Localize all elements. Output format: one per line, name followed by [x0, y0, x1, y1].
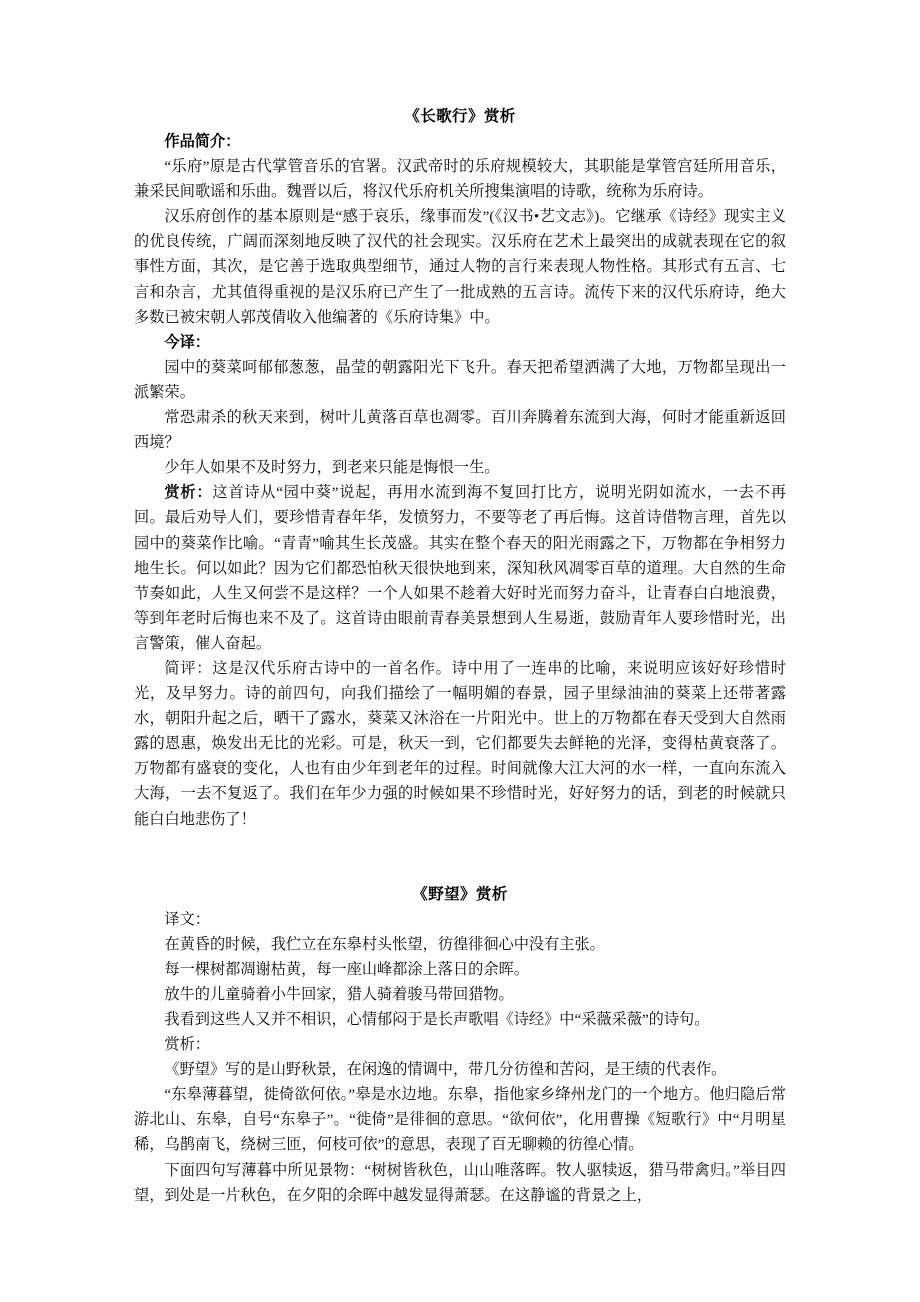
yiwen-line-3: 放牛的儿童骑着小牛回家，猎人骑着骏马带回猎物。	[164, 985, 514, 1003]
yiwen-line-1: 在黄昏的时候，我伫立在东皋村头怅望，彷徨徘徊心中没有主张。	[164, 935, 605, 953]
paragraph-shangxi-changgexing	[134, 480, 786, 656]
label-jinyi: 今译：	[164, 333, 210, 351]
label-shangxi-inline: 赏析：	[164, 484, 213, 502]
section-title-yewang: 《野望》赏析	[412, 885, 508, 903]
document-content	[134, 104, 786, 1208]
shangxi-intro-yewang: 《野望》写的是山野秋景，在闲逸的情调中，带几分彷徨和苦闷，是王绩的代表作。	[164, 1061, 727, 1079]
label-shangxi-yewang: 赏析：	[164, 1036, 210, 1054]
paragraph-translation-1: 园中的葵菜呵郁郁葱葱，晶莹的朝露阳光下飞升。春天把希望洒满了大地，万物都呈现出一派繁荣。	[134, 358, 786, 401]
paragraph-hanyuefu-principle: 汉乐府创作的基本原则是“感于哀乐，缘事而发”(《汉书•艺文志》)。它继承《诗经》现实主义的优良传统，广阔而深刻地反映了汉代的社会现实。汉乐府在艺术上最突出的成就表现在它的叙事性方面，其次，是它善于选取典型细节，通过人物的言行来表现人物性格。其形式有五言、七言和杂言，尤其值得重视的是汉乐府已产生了一批成熟的五言诗。流传下来的汉代乐府诗，绝大多数已被宋朝人郭茂倩收入他编著的《乐府诗集》中。	[134, 208, 786, 326]
paragraph-shangxi-body: 这首诗从“园中葵”说起，再用水流到海不复回打比方，说明光阴如流水，一去不再回。最后劝导人们，要珍惜青春年华，发愤努力，不要等老了再后悔。这首诗借物言理，首先以园中的葵菜作比喻。“青青”喻其生长茂盛。其实在整个春天的阳光雨露之下，万物都在争相努力地生长。何以如此？因为它们都恐怕秋天很快地到来，深知秋风凋零百草的道理。大自然的生命节奏如此，人生又何尝不是这样？一个人如果不趁着大好时光而努力奋斗，让青春白白地浪费，等到年老时后悔也来不及了。这首诗由眼前青春美景想到人生易逝，鼓励青年人要珍惜时光，出言警策，催人奋起。	[134, 484, 786, 652]
section-yewang	[134, 882, 786, 1208]
section-title-changgexing: 《长歌行》赏析	[404, 108, 516, 125]
paragraph-yuefu-origin: “乐府”原是古代掌管音乐的官署。汉武帝时的乐府规模较大，其职能是掌管宫廷所用音乐，兼采民间歌谣和乐曲。魏晋以后，将汉代乐府机关所搜集演唱的诗歌，统称为乐府诗。	[134, 158, 786, 201]
paragraph-translation-2: 常恐肃杀的秋天来到，树叶儿黄落百草也凋零。百川奔腾着东流到大海，何时才能重新返回西境？	[134, 409, 786, 452]
label-zuopin-jianjie: 作品简介：	[164, 133, 241, 150]
paragraph-jianping-changgexing: 简评：这是汉代乐府古诗中的一首名作。诗中用了一连串的比喻，来说明应该好好珍惜时光，及早努力。诗的前四句，向我们描绘了一幅明媚的春景，园子里绿油油的葵菜上还带著露水，朝阳升起之后，晒干了露水，葵菜又沐浴在一片阳光中。世上的万物都在春天受到大自然雨露的恩惠，焕发出无比的光彩。可是，秋天一到，它们都要失去鲜艳的光泽，变得枯黄衰落了。万物都有盛衰的变化，人也有由少年到老年的过程。时间就像大江大河的水一样，一直向东流入大海，一去不复返了。我们在年少力强的时候如果不珍惜时光，好好努力的话，到老的时候就只能白白地悲伤了！	[134, 659, 786, 828]
yiwen-line-4: 我看到这些人又并不相识，心情郁闷于是长声歌唱《诗经》中“采薇采薇”的诗句。	[164, 1011, 710, 1028]
section-changgexing	[134, 104, 786, 832]
yiwen-line-2: 每一棵树都凋谢枯黄，每一座山峰都涂上落日的余晖。	[164, 960, 529, 978]
paragraph-translation-3: 少年人如果不及时努力，到老来只能是悔恨一生。	[164, 459, 500, 477]
label-yiwen: 译文：	[164, 910, 210, 928]
paragraph-donggao-analysis: “东皋薄暮望，徙倚欲何依。”皋是水边地。东皋，指他家乡绛州龙门的一个地方。他归隐后常游北山、东皋，自号“东皋子”。“徙倚”是徘徊的意思。“欲何依”，化用曹操《短歌行》中“月明星稀，乌鹊南飞，绕树三匝，何枝可依”的意思，表现了百无聊赖的彷徨心情。	[134, 1086, 786, 1154]
paragraph-siju-analysis: 下面四句写薄暮中所见景物：“树树皆秋色，山山唯落晖。牧人驱犊返，猎马带禽归。”举目四望，到处是一片秋色，在夕阳的余晖中越发显得萧瑟。在这静谧的背景之上，	[134, 1161, 786, 1204]
section-gap	[134, 832, 786, 882]
